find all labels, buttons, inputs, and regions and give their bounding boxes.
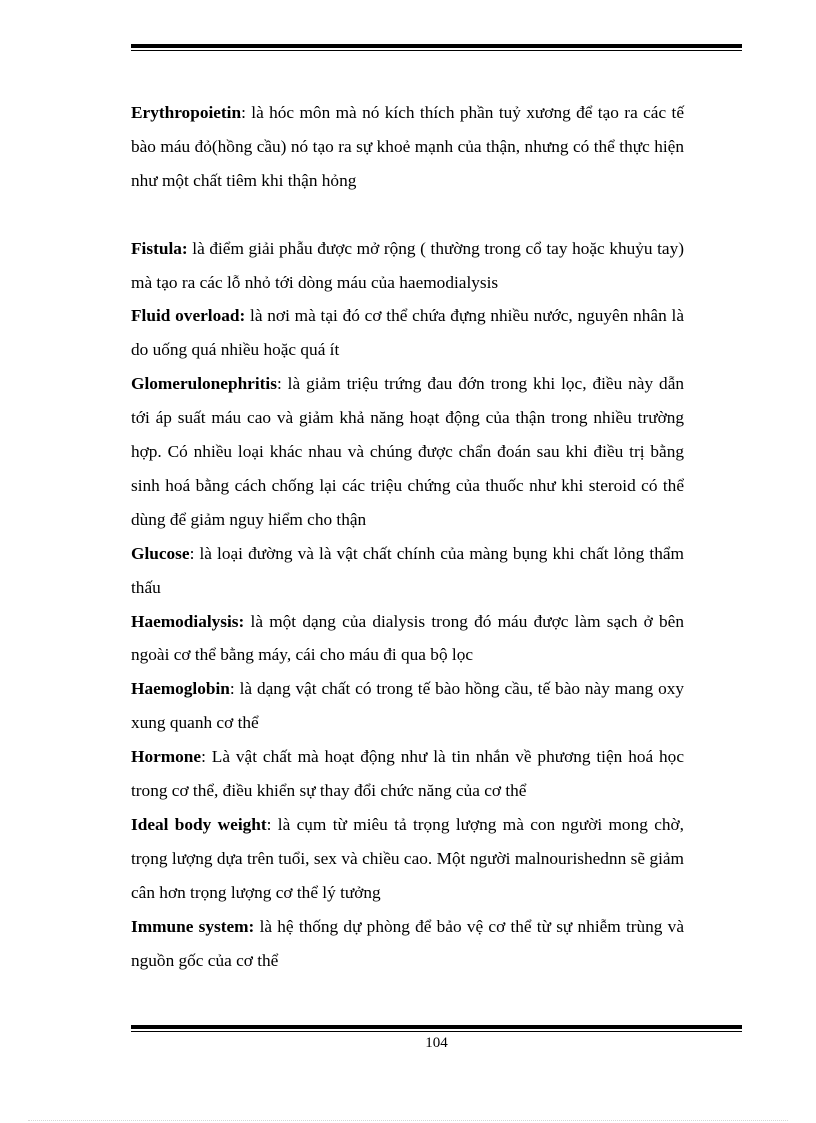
- page-number: 104: [425, 1035, 448, 1051]
- glossary-entry-haemoglobin: [131, 672, 684, 740]
- header-rule-thin: [131, 50, 742, 51]
- glossary-definition: là hệ thống dự phòng để bảo vệ cơ thể từ sự nhiễm trùng và nguồn gốc của cơ thể: [131, 916, 684, 970]
- glossary-entry-glucose: [131, 537, 684, 605]
- glossary-entry-fistula: [131, 232, 684, 300]
- glossary-definition: : là loại đường và là vật chất chính của màng bụng khi chất lỏng thẩm thấu: [131, 543, 684, 597]
- glossary-definition: : Là vật chất mà hoạt động như là tin nhắn về phương tiện hoá học trong cơ thể, điều khiển sự thay đổi chức năng của cơ thể: [131, 747, 684, 801]
- glossary-definition: là nơi mà tại đó cơ thể chứa đựng nhiều nước, nguyên nhân là do uống quá nhiều hoặc quá ít: [131, 306, 684, 360]
- glossary-term: Glomerulonephritis: [131, 374, 277, 394]
- glossary-term: Haemodialysis:: [131, 611, 245, 631]
- footer-rule-thick: [131, 1025, 742, 1029]
- page-edge-divider: [28, 1120, 788, 1121]
- glossary-term: Glucose: [131, 543, 190, 563]
- glossary-definition: là một dạng của dialysis trong đó máu được làm sạch ở bên ngoài cơ thể bằng máy, cái cho máu đi qua bộ lọc: [131, 611, 684, 665]
- glossary-term: Immune system:: [131, 916, 255, 936]
- glossary-definition: : là hóc môn mà nó kích thích phần tuỷ xương để tạo ra các tế bào máu đỏ(hồng cầu) nó tạo ra sự khoẻ mạnh của thận, nhưng có thể thực hiện như một chất tiêm khi thận hỏng: [131, 103, 684, 190]
- glossary-term: Hormone: [131, 747, 202, 767]
- glossary-entry-immune-system: [131, 910, 684, 978]
- glossary-entry-fluid-overload: [131, 299, 684, 367]
- glossary-entry-ideal-body-weight: [131, 808, 684, 910]
- glossary-term: Ideal body weight: [131, 815, 267, 835]
- glossary-definition: : là cụm từ miêu tả trọng lượng mà con người mong chờ, trọng lượng dựa trên tuổi, sex và chiều cao. Một người malnourishednn sẽ giảm cân hơn trọng lượng cơ thể lý tưởng: [131, 815, 684, 902]
- glossary-entry-haemodialysis: [131, 605, 684, 673]
- glossary-entry-glomerulonephritis: [131, 367, 684, 537]
- glossary-definition: : là giảm triệu trứng đau đớn trong khi lọc, điều này dẫn tới áp suất máu cao và giảm khả năng hoạt động của thận trong nhiều trường hợp. Có nhiều loại khác nhau và chúng được chẩn đoán sau khi điều trị bằng sinh hoá bằng cách chống lại các triệu chứng của thuốc như khi steroid có thể dùng để giảm nguy hiểm cho thận: [131, 374, 684, 529]
- glossary-term: Fistula:: [131, 238, 188, 258]
- glossary-entry-erythropoietin: [131, 96, 684, 198]
- footer-rule: [131, 1025, 742, 1032]
- glossary-definition: là điểm giải phẫu được mở rộng ( thường trong cổ tay hoặc khuỷu tay) mà tạo ra các lỗ nhỏ tới dòng máu của haemodialysis: [131, 238, 684, 292]
- glossary-definition: : là dạng vật chất có trong tế bào hồng cầu, tế bào này mang oxy xung quanh cơ thể: [131, 679, 684, 733]
- glossary-term: Erythropoietin: [131, 103, 242, 122]
- footer-rule-thin: [131, 1031, 742, 1032]
- glossary-body: [131, 96, 684, 978]
- header-rule-thick: [131, 44, 742, 48]
- glossary-term: Fluid overload:: [131, 306, 246, 326]
- header-rule: [131, 44, 742, 51]
- glossary-term: Haemoglobin: [131, 679, 230, 699]
- glossary-entry-hormone: [131, 740, 684, 808]
